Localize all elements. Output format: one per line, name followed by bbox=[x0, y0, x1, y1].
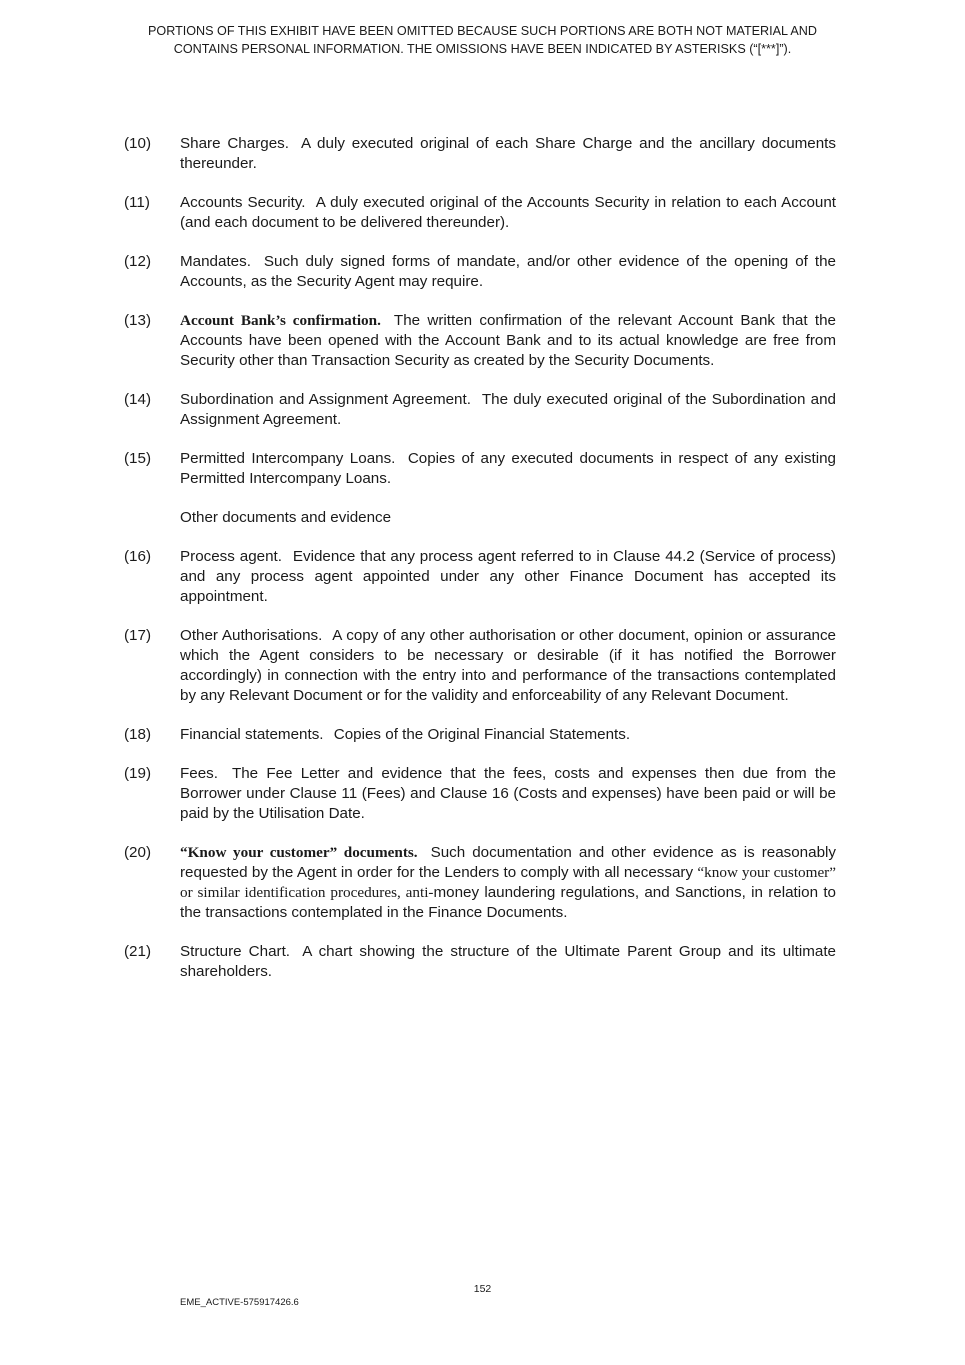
item-heading: Fees. bbox=[180, 765, 218, 782]
list-item-10 bbox=[124, 134, 836, 174]
list-item-18 bbox=[124, 725, 836, 745]
item-text: Copies of the Original Financial Statements. bbox=[333, 726, 631, 743]
item-number: (20) bbox=[124, 844, 152, 861]
item-heading: Subordination and Assignment Agreement. bbox=[180, 391, 471, 408]
item-text: Such duly signed forms of mandate, and/or other evidence of the opening of the Accounts, as the Security Agent may require. bbox=[180, 253, 836, 290]
item-number: (21) bbox=[124, 943, 152, 960]
item-text: Copies of any executed documents in respect of any existing Permitted Intercompany Loans. bbox=[180, 450, 837, 487]
item-number: (10) bbox=[124, 135, 152, 152]
list-item-11 bbox=[124, 193, 836, 233]
item-text: A duly executed original of each Share Charge and the ancillary documents thereunder. bbox=[180, 135, 836, 172]
notice-line-2: CONTAINS PERSONAL INFORMATION. THE OMISSIONS HAVE BEEN INDICATED BY ASTERISKS (“[***]”). bbox=[173, 42, 792, 56]
item-heading: “Know your customer” documents. bbox=[180, 844, 418, 861]
item-number: (19) bbox=[124, 765, 152, 782]
item-number: (17) bbox=[124, 627, 152, 644]
item-text: The duly executed original of the Subordination and Assignment Agreement. bbox=[180, 391, 836, 428]
item-heading: Mandates. bbox=[180, 253, 251, 270]
list-item-12 bbox=[124, 252, 836, 292]
item-heading: Account Bank’s confirmation. bbox=[180, 312, 381, 329]
item-heading: Process agent. bbox=[180, 548, 282, 565]
list-item-19 bbox=[124, 764, 836, 824]
item-number: (15) bbox=[124, 450, 152, 467]
list-item-15 bbox=[124, 449, 836, 489]
exhibit-omission-notice bbox=[100, 22, 865, 58]
item-number: (18) bbox=[124, 726, 152, 743]
item-text: Evidence that any process agent referred to in Clause 44.2 (Service of process) and any process agent appointed under any other Finance Document has accepted its appointment. bbox=[180, 548, 836, 605]
document-reference: EME_ACTIVE-575917426.6 bbox=[180, 1297, 299, 1308]
item-number: (14) bbox=[124, 391, 152, 408]
item-text: A duly executed original of the Accounts Security in relation to each Account (and each document to be delivered thereunder). bbox=[180, 194, 837, 231]
item-number: (11) bbox=[124, 194, 150, 211]
item-number: (12) bbox=[124, 253, 152, 270]
item-number: (16) bbox=[124, 548, 152, 565]
list-item-16 bbox=[124, 547, 836, 607]
item-text: The written confirmation of the relevant Account Bank that the Accounts have been opened with the Account Bank and to its actual knowledge are free from Security other than Transaction Security as created by the Security Documents. bbox=[180, 312, 836, 369]
list-item-17 bbox=[124, 626, 836, 706]
item-text: A copy of any other authorisation or other document, opinion or assurance which the Agent considers to be necessary or desirable (if it has notified the Borrower accordingly) in connection with the entry into and performance of the transactions contemplated by any Relevant Document or for the validity and enforceability of any Relevant Document. bbox=[180, 627, 836, 704]
item-text-part-1: Such documentation and other evidence as is reasonably requested by the Agent in order for the Lenders to comply with all necessary bbox=[180, 844, 836, 881]
item-text-part-2: money laundering regulations, and Sanctions, in relation to the transactions contemplated in the Finance Documents. bbox=[180, 884, 836, 921]
list-item-20 bbox=[124, 843, 836, 923]
document-body bbox=[124, 134, 836, 1001]
item-heading: Other Authorisations. bbox=[180, 627, 323, 644]
list-item-21 bbox=[124, 942, 836, 982]
page-number: 152 bbox=[473, 1283, 492, 1295]
item-heading: Permitted Intercompany Loans. bbox=[180, 450, 396, 467]
item-number: (13) bbox=[124, 312, 152, 329]
item-heading: Share Charges. bbox=[180, 135, 289, 152]
item-heading: Accounts Security. bbox=[180, 194, 306, 211]
notice-line-1: PORTIONS OF THIS EXHIBIT HAVE BEEN OMITTED BECAUSE SUCH PORTIONS ARE BOTH NOT MATERIAL AND bbox=[148, 24, 817, 38]
item-text: A chart showing the structure of the Ultimate Parent Group and its ultimate shareholders. bbox=[180, 943, 836, 980]
list-item-14 bbox=[124, 390, 836, 430]
item-text: The Fee Letter and evidence that the fees, costs and expenses then due from the Borrower under Clause 11 (Fees) and Clause 16 (Costs and expenses) have been paid or will be paid by the Utilisation Date. bbox=[180, 765, 836, 822]
item-text-serif: “know your customer” or similar identification procedures, anti- bbox=[180, 864, 836, 901]
item-heading: Structure Chart. bbox=[180, 943, 291, 960]
list-item-13 bbox=[124, 311, 836, 371]
section-subheading: Other documents and evidence bbox=[180, 509, 392, 526]
item-heading: Financial statements. bbox=[180, 726, 324, 743]
